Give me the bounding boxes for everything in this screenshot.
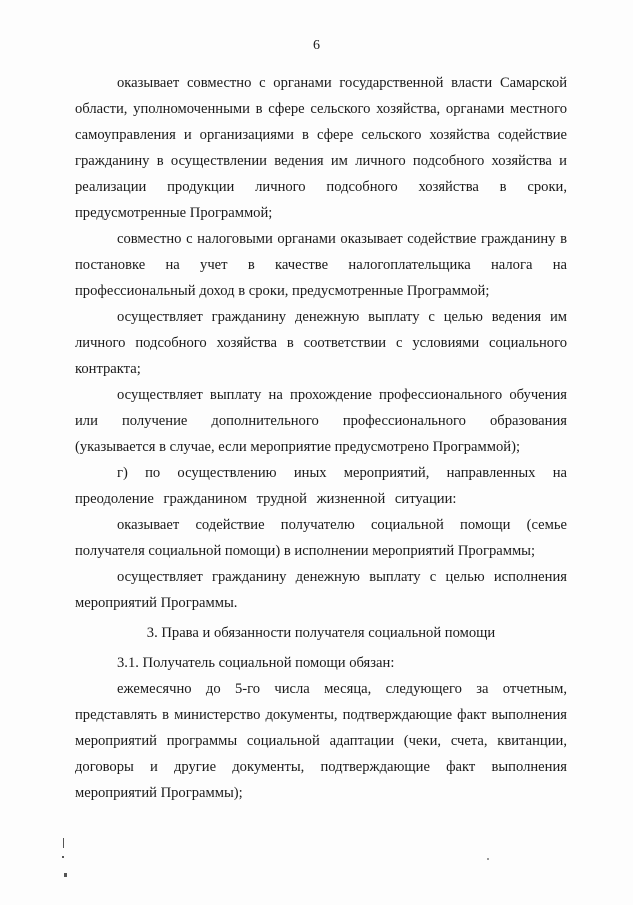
scan-mark [64,873,67,877]
subsection-heading: 3.1. Получатель социальной помощи обязан: [117,655,395,671]
section-heading: 3. Права и обязанности получателя социальной помощи [146,625,496,641]
paragraph: осуществляет выплату на прохождение профессионального обучения или получение дополнительного профессионального образования (указывается в случае, если мероприятие предусмотрено Программой); [75,387,567,455]
paragraph: ежемесячно до 5-го числа месяца, следующего за отчетным, представлять в министерство документы, подтверждающие факт выполнения мероприятий программы социальной адаптации (чеки, счета, квитанции, договоры и другие документы, подтверждающие факт выполнения мероприятий Программы); [75,681,567,801]
paragraph: осуществляет гражданину денежную выплату с целью ведения им личного подсобного хозяйства в соответствии с условиями социального контракта; [75,309,567,377]
scan-mark [62,856,64,858]
scan-mark [487,858,489,860]
document-body [75,70,567,806]
paragraph: оказывает совместно с органами государственной власти Самарской области, уполномоченными в сфере сельского хозяйства, органами местного самоуправления и организациями в сфере сельского хозяйства содействие гражданину в осуществлении ведения им личного подсобного хозяйства и реализации продукции личного подсобного хозяйства в сроки, предусмотренные Программой; [75,75,567,221]
paragraph: оказывает содействие получателю социальной помощи (семье получателя социальной помощи) в исполнении мероприятий Программы; [75,517,567,559]
scan-mark [63,838,64,848]
paragraph: г) по осуществлению иных мероприятий, направленных на преодоление гражданином трудной жизненной ситуации: [75,465,567,507]
paragraph: осуществляет гражданину денежную выплату с целью исполнения мероприятий Программы. [75,569,567,611]
page-number: 6 [313,38,320,53]
paragraph: совместно с налоговыми органами оказывает содействие гражданину в постановке на учет в качестве налогоплательщика налога на профессиональный доход в сроки, предусмотренные Программой; [75,231,567,299]
